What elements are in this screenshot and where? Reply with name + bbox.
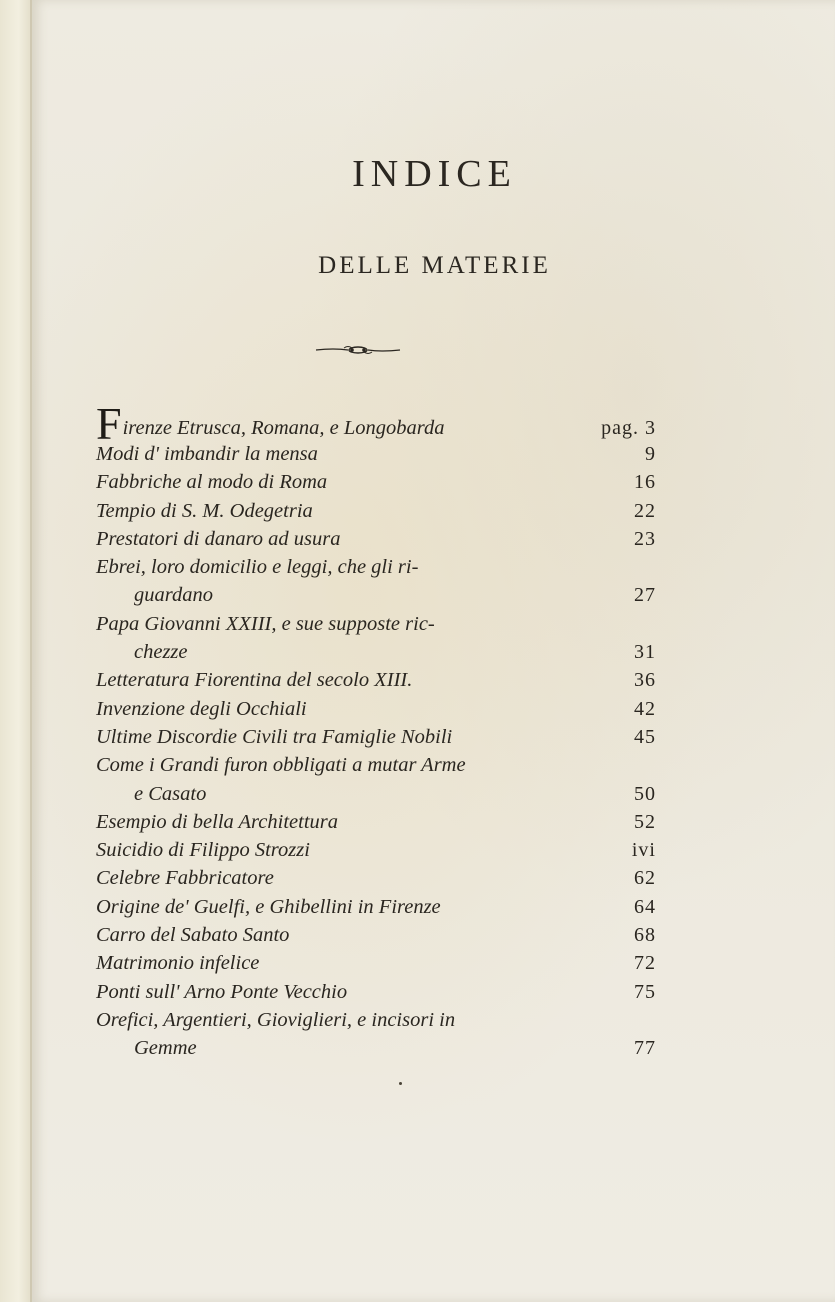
toc-entry-title: Papa Giovanni XXIII, e sue supposte ric- (96, 612, 435, 635)
toc-entry-title: Celebre Fabbricatore (96, 867, 274, 890)
toc-entry-title: Suicidio di Filippo Strozzi (96, 839, 310, 862)
page-number-value: 3 (645, 417, 656, 439)
toc-entry-line (96, 893, 656, 921)
page-number-value: 22 (634, 499, 656, 522)
toc-entry-title: Ponti sull' Arno Ponte Vecchio (96, 980, 348, 1003)
page-number-value: 31 (634, 641, 656, 664)
toc-entry-title: Matrimonio infelice (96, 952, 260, 975)
toc-entry-title: Modi d' imbandir la mensa (96, 443, 318, 465)
toc-entry-line (96, 398, 656, 449)
toc-entry-title: Orefici, Argentieri, Gioviglieri, e incisori in (96, 1008, 456, 1031)
toc-entry (96, 808, 656, 836)
toc-entry-line (96, 949, 656, 977)
toc-entry-title: e Casato (134, 782, 207, 805)
toc-entry-line (96, 497, 656, 525)
toc-entry-line (96, 553, 656, 581)
toc-page-number (634, 808, 656, 836)
toc-entry (96, 893, 656, 921)
toc-entry-line (96, 836, 656, 864)
toc-entry (96, 553, 656, 610)
page-number-value: 62 (634, 867, 656, 890)
page-number-value: 16 (634, 471, 656, 494)
toc-page-number (634, 468, 656, 496)
toc-entry (96, 949, 656, 977)
toc-page-number (632, 836, 656, 864)
toc-entry (96, 1006, 656, 1063)
pag-label: pag. (601, 417, 645, 439)
toc-entry-title: Come i Grandi furon obbligati a mutar Arme (96, 754, 466, 777)
toc-page-number (634, 978, 656, 1006)
toc-entry-title: Ebrei, loro domicilio e leggi, che gli ri- (96, 556, 419, 579)
toc-entry-line (96, 638, 656, 666)
page-number-value: 50 (634, 782, 656, 805)
toc-entry-title: Ultime Discordie Civili tra Famiglie Nobili (96, 725, 453, 748)
toc-entry-line (96, 978, 656, 1006)
toc-entry (96, 610, 656, 667)
toc-entry-line (96, 440, 656, 468)
toc-page-number (634, 864, 656, 892)
page-number-value: 77 (634, 1037, 656, 1060)
toc-entry-title: guardano (134, 584, 213, 607)
toc-entry-title: Letteratura Fiorentina del secolo XIII. (96, 669, 413, 692)
page-title: INDICE (352, 153, 517, 195)
toc-entry-line (96, 610, 656, 638)
toc-entry-title: Gemme (134, 1037, 197, 1060)
toc-entry-title: Fabbriche al modo di Roma (96, 471, 328, 494)
toc-page-number (634, 695, 656, 723)
toc-entry (96, 398, 656, 449)
toc-page-number (634, 497, 656, 525)
toc-entry (96, 666, 656, 694)
toc-entry-line (96, 695, 656, 723)
page-number-value: 68 (634, 924, 656, 947)
toc-page-number (634, 666, 656, 694)
page-number-value: 64 (634, 895, 656, 918)
page-subtitle: DELLE MATERIE (318, 252, 551, 279)
toc-entry-line (96, 751, 656, 779)
toc-entry-line (96, 723, 656, 751)
toc-entry-title: chezze (134, 641, 188, 664)
toc-entry-line (96, 1006, 656, 1034)
toc-entry (96, 468, 656, 496)
page-number-value: 36 (634, 669, 656, 692)
toc-entry-line (96, 780, 656, 808)
toc-page-number (634, 638, 656, 666)
toc-entry-line (96, 468, 656, 496)
toc-page-number (645, 440, 656, 468)
toc-entry (96, 497, 656, 525)
toc-entry (96, 723, 656, 751)
toc-entry-line (96, 1034, 656, 1062)
book-page (30, 0, 835, 1302)
toc-entry-line (96, 581, 656, 609)
toc-entry (96, 864, 656, 892)
page-number-value: 9 (645, 443, 656, 465)
toc-page-number (634, 525, 656, 553)
toc-page-number (634, 921, 656, 949)
toc-entry-line (96, 921, 656, 949)
page-number-value: 52 (634, 810, 656, 833)
toc-entry-title: Origine de' Guelfi, e Ghibellini in Firenze (96, 895, 441, 918)
page-number-value: 27 (634, 584, 656, 607)
toc-entry (96, 525, 656, 553)
toc-entry-line (96, 525, 656, 553)
toc-page-number (634, 723, 656, 751)
page-number-value: 23 (634, 527, 656, 550)
toc-entry-line (96, 864, 656, 892)
toc-entry (96, 751, 656, 808)
page-number-value: 75 (634, 980, 656, 1003)
toc-entry-title: Carro del Sabato Santo (96, 924, 290, 947)
toc-page-number (634, 949, 656, 977)
toc-entry (96, 695, 656, 723)
toc-page-number (634, 893, 656, 921)
table-of-contents (96, 398, 656, 1063)
drop-cap: F (96, 398, 122, 449)
toc-entry-title: Invenzione degli Occhiali (96, 697, 307, 720)
toc-entry-title: Tempio di S. M. Odegetria (96, 499, 313, 522)
toc-entry-line (96, 666, 656, 694)
toc-page-number (634, 581, 656, 609)
paper-speck (399, 1082, 402, 1085)
toc-entry (96, 440, 656, 468)
toc-page-number (634, 780, 656, 808)
toc-page-number (634, 1034, 656, 1062)
toc-entry-title: Esempio di bella Architettura (96, 810, 338, 833)
toc-entry (96, 836, 656, 864)
toc-entry (96, 978, 656, 1006)
page-number-value: 72 (634, 952, 656, 975)
ornament-divider-icon (314, 343, 402, 357)
page-number-value: 45 (634, 725, 656, 748)
page-number-value: 42 (634, 697, 656, 720)
toc-entry-title: irenze Etrusca, Romana, e Longobarda (122, 417, 445, 439)
toc-entry-title: Prestatori di danaro ad usura (96, 527, 341, 550)
toc-entry-line (96, 808, 656, 836)
toc-entry (96, 921, 656, 949)
page-number-value: ivi (631, 839, 656, 862)
